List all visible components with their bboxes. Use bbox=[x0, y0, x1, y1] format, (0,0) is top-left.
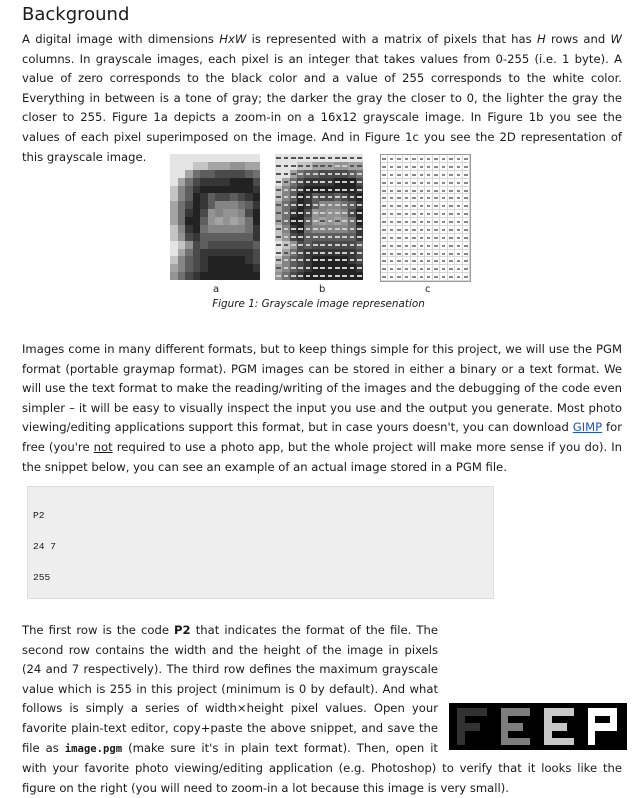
gimp-link[interactable]: GIMP bbox=[572, 420, 603, 435]
pgm-line: P2 bbox=[33, 510, 45, 522]
pgm-line: 255 bbox=[33, 571, 51, 583]
figure-label-a: a bbox=[213, 284, 220, 295]
pgm-code-snippet bbox=[27, 486, 494, 599]
explain-paragraph: The first row is the code P2 that indicates the format of the file. The second row contains the width and the height of the image in pixels (24 and 7 respectively). The third row defines the maximum grayscale value which is 255 in this project (minimum is 0 by default). And what follows is simply a series of width×height pixel values. Open your favorite plain-text editor, copy+paste the above snippet, and save the file as image.pgm (make sure it's in plain text format). Then, open it with your favorite photo viewing/editing application (e.g. Photoshop) to verify that it looks like the figure on the right (you will need to zoom-in a lot because this image is very small). bbox=[22, 623, 622, 795]
pgm-line: 24 7 bbox=[33, 541, 57, 553]
feep-pixel bbox=[566, 738, 574, 746]
feep-pixel bbox=[588, 738, 596, 746]
figure-1a-zoomed-image bbox=[170, 154, 260, 280]
feep-pixel bbox=[566, 708, 574, 716]
feep-pixel bbox=[523, 738, 531, 746]
feep-pixel bbox=[610, 723, 618, 731]
feep-pixel bbox=[515, 723, 523, 731]
formats-paragraph: Images come in many different formats, but to keep things simple for this project, we will use the PGM format (portable graymap format). PGM images can be stored in either a binary or a text format. We will use the text format to make the reading/writing of the images and the debugging of the code even simpler – it will be easy to visually inspect the input you use and the output you generate. Most photo viewing/editing applications support this format, but in case yours doesn't, you can download GIMP for free (you're not required to use a photo app, but the whole project will make more sense if you do). In the snippet below, you can see an example of an actual image stored in a PGM file. bbox=[22, 342, 622, 474]
feep-pixel bbox=[559, 723, 567, 731]
feep-pixel bbox=[523, 708, 531, 716]
intro-paragraph: A digital image with dimensions HxW is represented with a matrix of pixels that has H rows and W columns. In grayscale images, each pixel is an integer that takes values from 0-255 (i.e. 1 byte). A value of zero corresponds to the black color and a value of 255 corresponds to the white color. Everything in between is a tone of gray; the darker the gray the closer to 0, the lighter the gray the closer to 255. Figure 1a depicts a zoom-in on a 16x12 grayscale image. In Figure 1b you see the values of each pixel superimposed on the image. And in Figure 1c you see the 2D representation of this grayscale image. bbox=[22, 32, 622, 164]
section-heading: Background bbox=[22, 4, 130, 25]
figure-caption: Figure 1: Grayscale image represenation bbox=[212, 298, 425, 310]
figure-1c-value-matrix bbox=[380, 154, 471, 282]
feep-pixel bbox=[472, 723, 480, 731]
figure-label-b: b bbox=[319, 284, 326, 295]
figure-1b-values-overlay bbox=[275, 154, 363, 280]
feep-pixel bbox=[479, 708, 487, 716]
figure-label-c: c bbox=[425, 284, 431, 295]
feep-image bbox=[449, 703, 627, 750]
feep-pixel bbox=[457, 738, 465, 746]
